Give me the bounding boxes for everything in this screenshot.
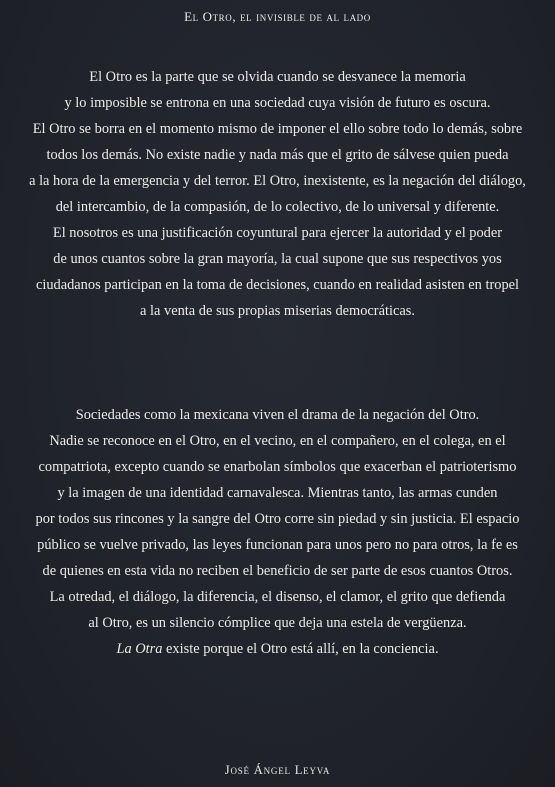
- paragraph-2: [0, 402, 555, 662]
- closing-italic-title: La Otra: [116, 641, 163, 657]
- text-line: compatriota, excepto cuando se enarbolan símbolos que exacerban el patrioterismo: [38, 459, 517, 475]
- text-line: por todos sus rincones y la sangre del Otro corre sin piedad y sin justicia. El espacio: [35, 511, 520, 527]
- text-line: Sociedades como la mexicana viven el drama de la negación del Otro.: [75, 407, 480, 423]
- text-line: El Otro se borra en el momento mismo de imponer el ello sobre todo lo demás, sobre: [32, 121, 523, 137]
- text-line: todos los demás. No existe nadie y nada más que el grito de sálvese quien pueda: [46, 147, 509, 163]
- text-line: a la venta de sus propias miserias democráticas.: [140, 303, 415, 319]
- text-line: ciudadanos participan en la toma de decisiones, cuando en realidad asisten en tropel: [35, 277, 520, 293]
- text-line: de quienes en esta vida no reciben el beneficio de ser parte de esos cuantos Otros.: [42, 563, 513, 579]
- author-signature: José Ángel Leyva: [224, 763, 331, 777]
- page-title: El Otro, el invisible de al lado: [184, 9, 371, 24]
- text-line: del intercambio, de la compasión, de lo colectivo, de lo universal y diferente.: [55, 199, 500, 215]
- paragraph-1: [0, 64, 555, 324]
- text-line: de unos cuantos sobre la gran mayoría, la cual supone que sus respectivos yos: [53, 251, 502, 267]
- text-line: y la imagen de una identidad carnavalesca. Mientras tanto, las armas cunden: [57, 485, 498, 501]
- text-line: público se vuelve privado, las leyes funcionan para unos pero no para otros, la fe es: [37, 537, 518, 553]
- text-line: El Otro es la parte que se olvida cuando se desvanece la memoria: [89, 69, 466, 85]
- text-line: al Otro, es un silencio cómplice que deja una estela de vergüenza.: [88, 615, 467, 631]
- text-line: y lo imposible se entrona en una sociedad cuya visión de futuro es oscura.: [64, 95, 491, 111]
- closing-rest: existe porque el Otro está allí, en la conciencia.: [162, 641, 439, 657]
- closing-line: [0, 636, 555, 662]
- text-line: Nadie se reconoce en el Otro, en el vecino, en el compañero, en el colega, en el: [49, 433, 506, 449]
- text-line: El nosotros es una justificación coyuntural para ejercer la autoridad y el poder: [52, 225, 503, 241]
- text-line: La otredad, el diálogo, la diferencia, el disenso, el clamor, el grito que defienda: [49, 589, 506, 605]
- text-line: a la hora de la emergencia y del terror. El Otro, inexistente, es la negación del diálogo,: [29, 173, 526, 189]
